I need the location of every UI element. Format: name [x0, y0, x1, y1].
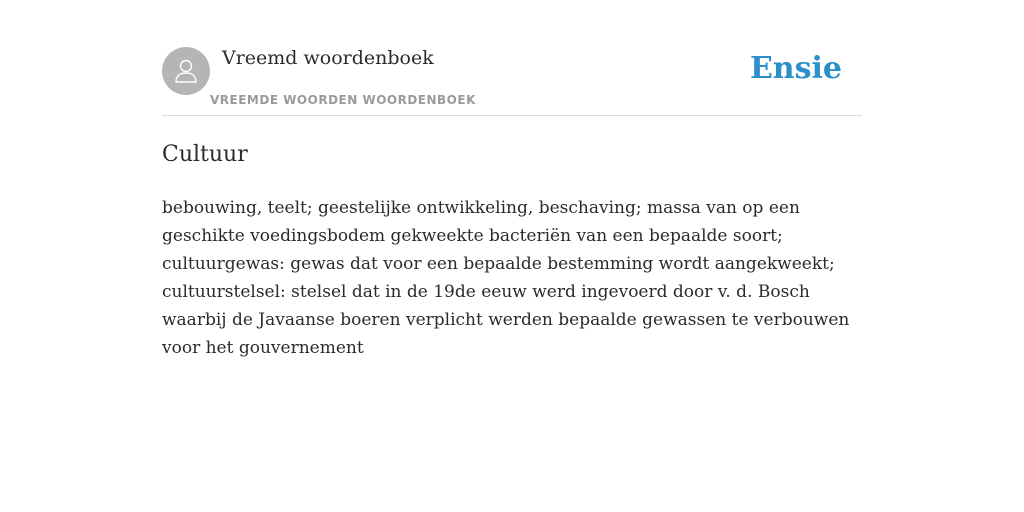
entry-card [162, 0, 862, 362]
author-name[interactable]: Vreemd woordenboek [222, 47, 434, 69]
entry-title: Cultuur [162, 142, 248, 167]
user-icon [171, 56, 201, 86]
site-logo[interactable]: Ensie [749, 51, 842, 86]
avatar[interactable] [162, 47, 210, 95]
dictionary-subtitle[interactable]: VREEMDE WOORDEN WOORDENBOEK [210, 93, 476, 107]
entry-definition: bebouwing, teelt; geestelijke ontwikkeling, beschaving; massa van op een geschikte voedingsbodem gekweekte bacteriën van een bepaalde soort; cultuurgewas: gewas dat voor een bepaalde bestemming wordt aangekweekt; cultuurstelsel: stelsel dat in de 19de eeuw werd ingevoerd door v. d. Bosch waarbij de Javaanse boeren verplicht werden bepaalde gewassen te verbouwen voor het gouvernement [162, 198, 850, 358]
entry-header [162, 0, 862, 116]
